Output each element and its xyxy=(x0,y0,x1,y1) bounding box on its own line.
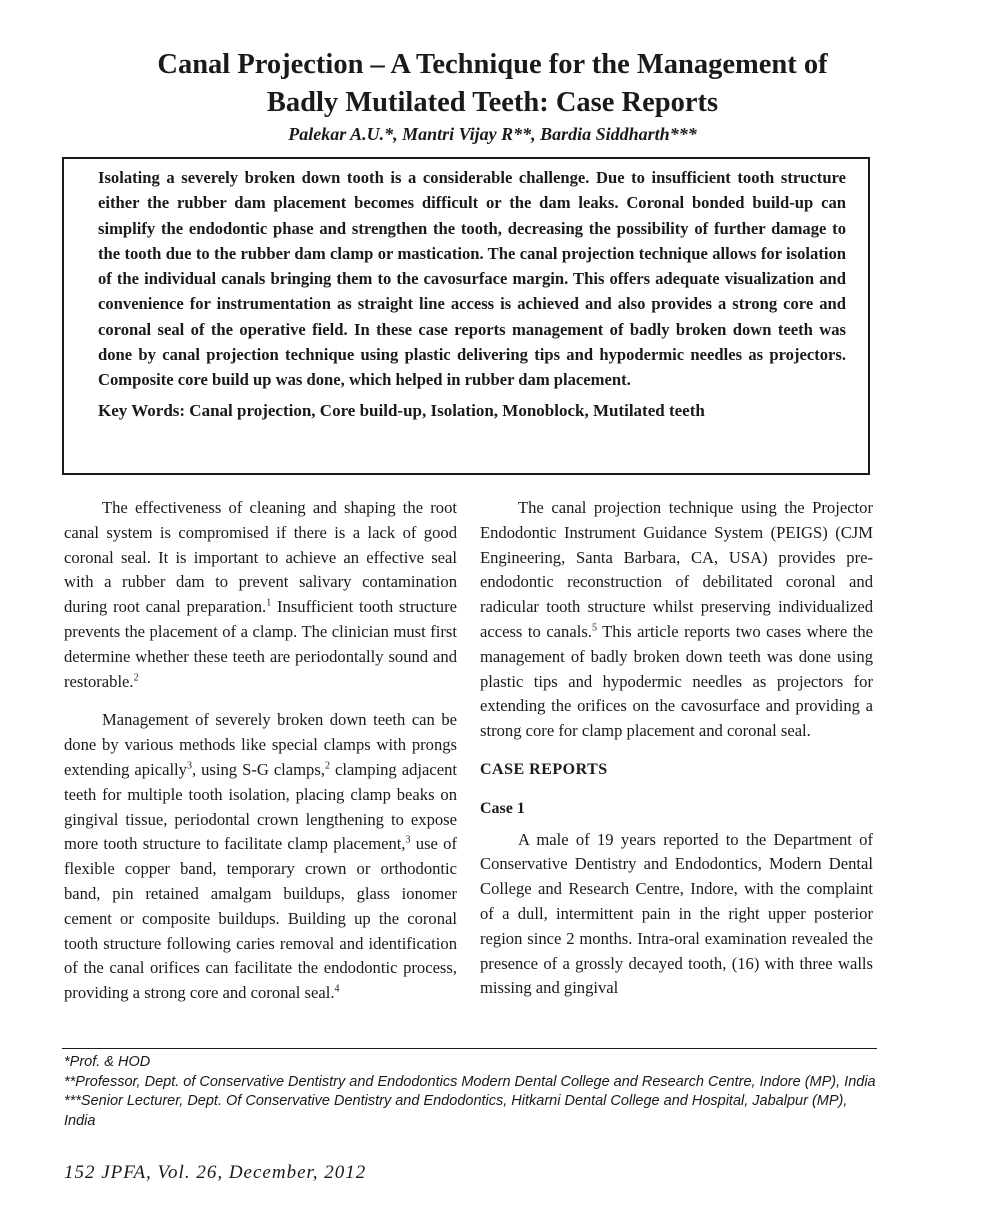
article-title xyxy=(60,46,925,122)
case-heading: Case 1 xyxy=(480,799,525,817)
author-list: Palekar A.U.*, Mantri Vijay R**, Bardia Siddharth*** xyxy=(288,124,697,144)
section-heading: CASE REPORTS xyxy=(480,760,608,778)
keywords: Key Words: Canal projection, Core build-up, Isolation, Monoblock, Mutilated teeth xyxy=(98,400,705,420)
body-paragraph: A male of 19 years reported to the Department of Conservative Dentistry and Endodontics, Modern Dental College and Research Centre, Indore, with the complaint of a dull, intermittent pain in the right upper posterior region since 2 months. Intra-oral examination revealed the presence of a grossly decayed tooth, (16) with three walls missing and gingival xyxy=(480,829,873,998)
title-line-2: Badly Mutilated Teeth: Case Reports xyxy=(266,87,719,118)
body-paragraph: The canal projection technique using the Projector Endodontic Instrument Guidance System (PEIGS) (CJM Engineering, Santa Barbara, CA, USA) provides pre-endodontic reconstruction of debilitated coronal and radicular tooth structure whilst preserving individualized access to canals.$^5$ This article reports two cases where the management of badly broken down teeth was done using plastic tips and hypodermic needles as projectors for extending the orifices on the cavosurface and providing a strong core for clamp placement and coronal seal. xyxy=(480,498,873,741)
body-paragraph: Management of severely broken down teeth can be done by various methods like special clamps with prongs extending apically$^3$, using S-G clamps,$^2$ clamping adjacent teeth for multiple tooth isolation, placing clamp beaks on gingival tissue, periodontal crown lengthening to expose more tooth structure to facilitate clamp placement,$^3$ use of flexible copper band, temporary crown or orthodontic band, pin retained amalgam buildups, glass ionomer cement or composite buildups. Building up the coronal tooth structure following caries removal and identification of the canal orifices can facilitate the endodontic process, providing a strong core and coronal seal.$^4$ xyxy=(64,710,457,1003)
right-column xyxy=(480,496,873,1001)
abstract-box xyxy=(62,157,870,475)
title-line-1: Canal Projection – A Technique for the Management of xyxy=(157,49,828,80)
body-paragraph: The effectiveness of cleaning and shaping the root canal system is compromised if there is a lack of good coronal seal. It is important to achieve an effective seal with a rubber dam to prevent salivary contamination during root canal preparation.$^1$ Insufficient tooth structure prevents the placement of a clamp. The clinician must first determine whether these teeth are periodontally sound and restorable.$^2$ xyxy=(64,498,457,691)
footnote: *Prof. & HOD xyxy=(64,1054,151,1070)
footnote-divider xyxy=(62,1048,877,1049)
footnote: **Professor, Dept. of Conservative Dentistry and Endodontics Modern Dental College and Research Centre, Indore (MP), India xyxy=(64,1073,876,1090)
footnote: ***Senior Lecturer, Dept. Of Conservative Dentistry and Endodontics, Hitkarni Dental College and Hospital, Jabalpur (MP), India xyxy=(64,1093,848,1129)
footnotes xyxy=(64,1053,879,1131)
left-column xyxy=(64,496,457,1006)
abstract-text: Isolating a severely broken down tooth is a considerable challenge. Due to insufficient tooth structure either the rubber dam placement becomes difficult or the dam leaks. Coronal bonded build-up can simplify the endodontic phase and strengthen the tooth, decreasing the possibility of further damage to the tooth due to the rubber dam clamp or mastication. The canal projection technique allows for isolation of the individual canals bringing them to the cavosurface margin. This offers adequate visualization and convenience for instrumentation as straight line access is achieved and also provides a strong core and coronal seal of the operative field. In these case reports management of badly broken down teeth was done by canal projection technique using plastic delivering tips and hypodermic needles as projectors. Composite core build up was done, which helped in rubber dam placement. xyxy=(98,168,846,390)
page-footer: 152 JPFA, Vol. 26, December, 2012 xyxy=(64,1162,367,1183)
